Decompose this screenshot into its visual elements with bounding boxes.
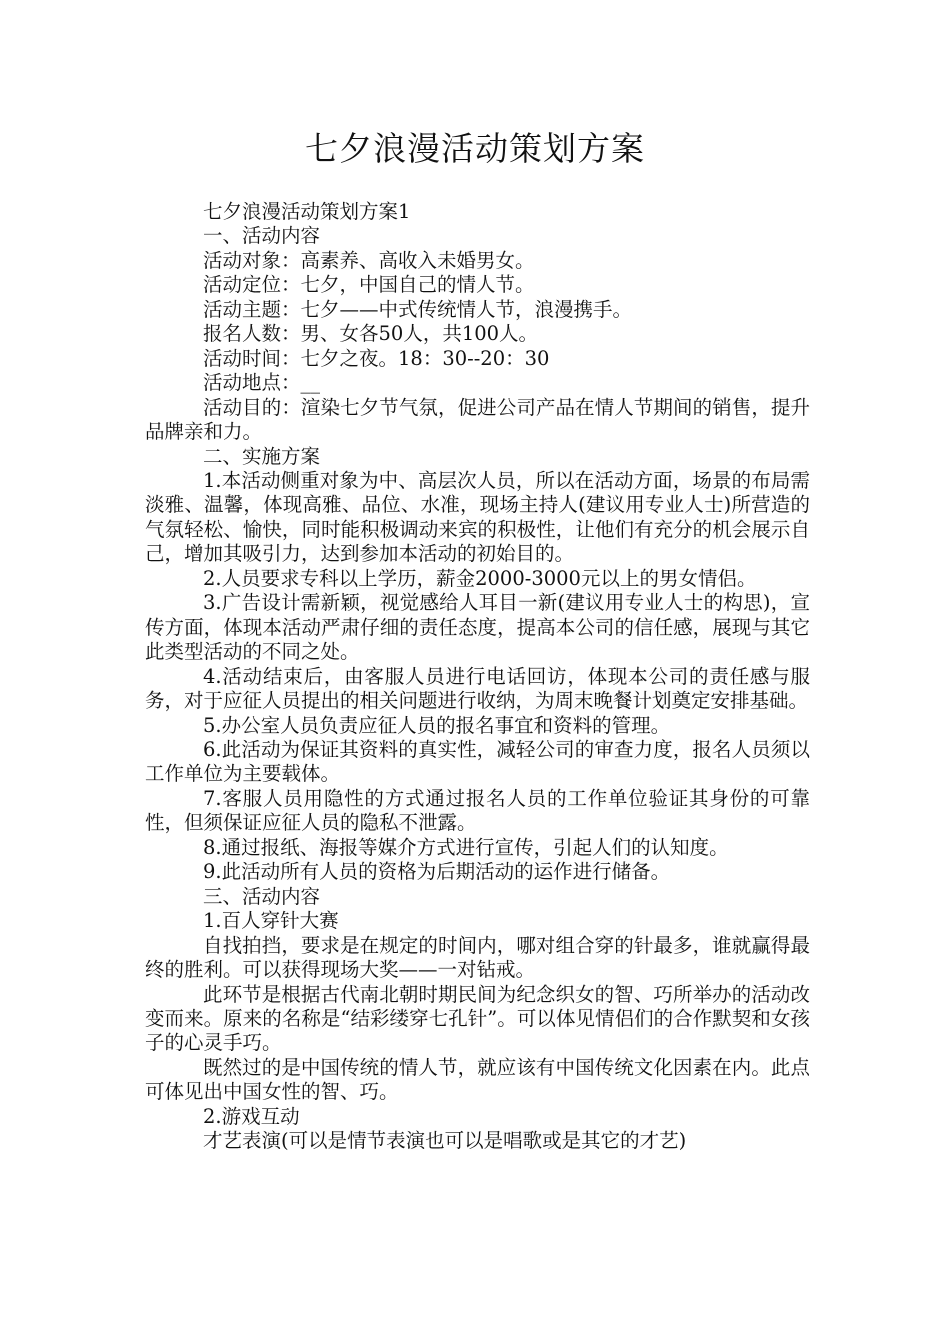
paragraph: 4.活动结束后，由客服人员进行电话回访，体现本公司的责任感与服务，对于应征人员提出的相关问题进行收纳，为周末晚餐计划奠定安排基础。 xyxy=(145,664,810,713)
paragraph: 7.客服人员用隐性的方式通过报名人员的工作单位验证其身份的可靠性，但须保证应征人员的隐私不泄露。 xyxy=(145,786,810,835)
section-heading: 二、实施方案 xyxy=(203,444,321,468)
paragraph: 才艺表演(可以是情节表演也可以是唱歌或是其它的才艺) xyxy=(203,1129,687,1153)
paragraph: 活动定位：七夕，中国自己的情人节。 xyxy=(203,273,535,297)
section-heading: 一、活动内容 xyxy=(203,224,321,248)
paragraph: 既然过的是中国传统的情人节，就应该有中国传统文化因素在内。此点可体见出中国女性的智、巧。 xyxy=(145,1055,810,1104)
paragraph: 1.本活动侧重对象为中、高层次人员，所以在活动方面，场景的布局需淡雅、温馨，体现高雅、品位、水准，现场主持人(建议用专业人士)所营造的气氛轻松、愉快，同时能积极调动来宾的积极性，让他们有充分的机会展示自己，增加其吸引力，达到参加本活动的初始目的。 xyxy=(145,468,810,566)
subsection-heading: 1.百人穿针大赛 xyxy=(203,909,339,933)
paragraph: 活动目的：渲染七夕节气氛，促进公司产品在情人节期间的销售，提升品牌亲和力。 xyxy=(145,395,810,444)
paragraph: 报名人数：男、女各50人，共100人。 xyxy=(203,322,539,346)
paragraph: 2.人员要求专科以上学历，薪金2000-3000元以上的男女情侣。 xyxy=(203,566,757,590)
paragraph: 9.此活动所有人员的资格为后期活动的运作进行储备。 xyxy=(203,860,671,884)
paragraph: 3.广告设计需新颖，视觉感给人耳目一新(建议用专业人士的构思)，宣传方面，体现本活动严肃仔细的责任态度，提高本公司的信任感，展现与其它此类型活动的不同之处。 xyxy=(145,591,810,664)
paragraph: 自找拍挡，要求是在规定的时间内，哪对组合穿的针最多，谁就赢得最终的胜利。可以获得现场大奖——一对钻戒。 xyxy=(145,933,810,982)
paragraph: 活动时间：七夕之夜。18：30--20：30 xyxy=(203,346,550,370)
section-heading: 三、活动内容 xyxy=(203,884,321,908)
paragraph: 活动地点：__ xyxy=(203,371,321,395)
paragraph: 此环节是根据古代南北朝时期民间为纪念织女的智、巧所举办的活动改变而来。原来的名称是“结彩缕穿七孔针”。可以体见情侣们的合作默契和女孩子的心灵手巧。 xyxy=(145,982,810,1055)
document-body xyxy=(145,200,810,1154)
paragraph: 七夕浪漫活动策划方案1 xyxy=(203,200,411,223)
document-title: 七夕浪漫活动策划方案 xyxy=(305,129,645,168)
subsection-heading: 2.游戏互动 xyxy=(203,1104,300,1128)
paragraph: 活动对象：高素养、高收入未婚男女。 xyxy=(203,248,535,272)
paragraph: 6.此活动为保证其资料的真实性，减轻公司的审查力度，报名人员须以工作单位为主要载体。 xyxy=(145,737,810,786)
paragraph: 8.通过报纸、海报等媒介方式进行宣传，引起人们的认知度。 xyxy=(203,835,729,859)
paragraph: 5.办公室人员负责应征人员的报名事宜和资料的管理。 xyxy=(203,713,671,737)
paragraph: 活动主题：七夕——中式传统情人节，浪漫携手。 xyxy=(203,297,633,321)
